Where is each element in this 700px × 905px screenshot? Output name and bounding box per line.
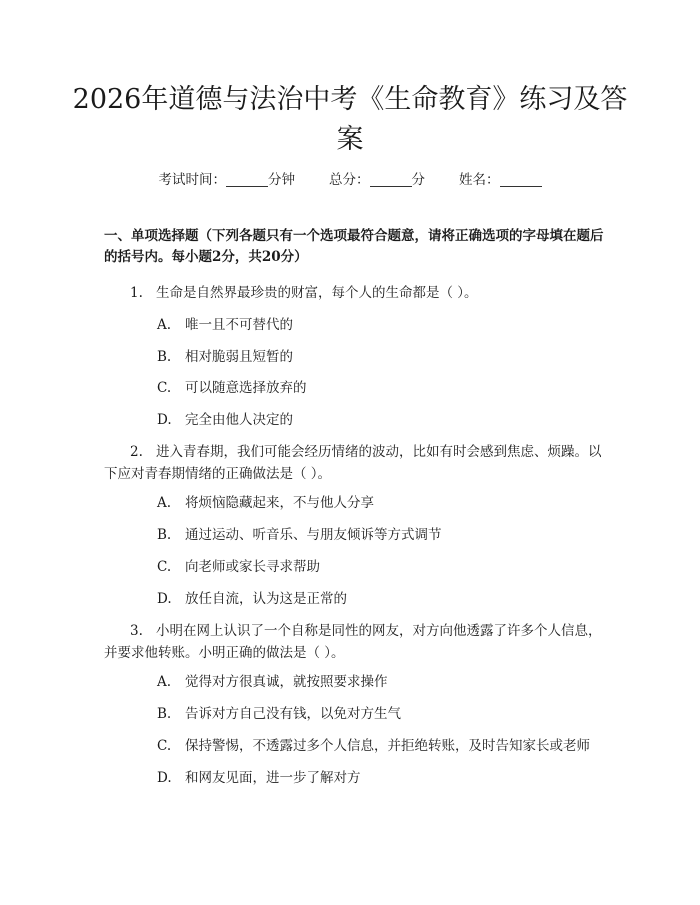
question-2 [104,441,604,485]
option-text: 向老师或家长寻求帮助 [185,559,320,575]
option-letter: C. [157,380,172,396]
option-letter: D. [157,591,172,607]
option-letter: D. [157,412,172,428]
exam-time-label: 考试时间： [158,172,226,188]
option-letter: B. [157,706,172,722]
option-1c[interactable] [157,379,617,397]
option-3c[interactable] [157,737,617,755]
option-text: 相对脆弱且短暂的 [185,349,293,365]
section-heading: 一、单项选择题（下列各题只有一个选项最符合题意，请将正确选项的字母填在题后的括号内。每小题2分，共20分） [104,228,604,265]
question-1 [104,282,604,304]
question-number: 1. [130,285,143,301]
option-1b[interactable] [157,348,617,366]
exam-info-line [0,168,700,188]
question-number: 3. [130,623,143,639]
total-score-unit: 分 [411,172,425,188]
option-3b[interactable] [157,705,617,723]
option-letter: B. [157,349,172,365]
question-text: 进入青春期，我们可能会经历情绪的波动，比如有时会感到焦虑、烦躁。以下应对青春期情绪的正确做法是（ ）。 [104,444,602,482]
option-letter: C. [157,559,172,575]
total-score-field [329,168,425,188]
option-text: 觉得对方很真诚，就按照要求操作 [185,674,388,690]
exam-time-unit: 分钟 [268,172,295,188]
option-letter: D. [157,770,172,786]
exam-time-blank[interactable] [226,172,268,187]
option-letter: A. [157,495,172,511]
option-text: 告诉对方自己没有钱，以免对方生气 [185,706,401,722]
option-text: 和网友见面，进一步了解对方 [185,770,361,786]
option-text: 唯一且不可替代的 [185,317,293,333]
option-letter: A. [157,674,172,690]
page-title: 2026年道德与法治中考《生命教育》练习及答案 [72,84,628,155]
option-2b[interactable] [157,526,617,544]
option-3d[interactable] [157,769,617,787]
question-text: 生命是自然界最珍贵的财富，每个人的生命都是（ ）。 [156,285,478,301]
option-1a[interactable] [157,316,617,334]
option-text: 放任自流，认为这是正常的 [185,591,347,607]
option-text: 将烦恼隐藏起来，不与他人分享 [185,495,374,511]
question-number: 2. [130,444,143,460]
option-text: 可以随意选择放弃的 [185,380,307,396]
option-3a[interactable] [157,673,617,691]
option-letter: A. [157,317,172,333]
option-1d[interactable] [157,411,617,429]
name-label: 姓名： [459,172,500,188]
option-2a[interactable] [157,494,617,512]
question-3 [104,620,604,664]
name-field [459,168,542,188]
option-text: 通过运动、听音乐、与朋友倾诉等方式调节 [185,527,442,543]
total-score-label: 总分： [329,172,370,188]
exam-time-field [159,168,296,188]
total-score-blank[interactable] [370,172,412,187]
option-text: 保持警惕，不透露过多个人信息，并拒绝转账，及时告知家长或老师 [185,738,590,754]
option-letter: B. [157,527,172,543]
question-text: 小明在网上认识了一个自称是同性的网友，对方向他透露了许多个人信息，并要求他转账。小明正确的做法是（ ）。 [104,623,602,661]
name-blank[interactable] [500,172,542,187]
option-2d[interactable] [157,590,617,608]
option-2c[interactable] [157,558,617,576]
option-letter: C. [157,738,172,754]
option-text: 完全由他人决定的 [185,412,293,428]
